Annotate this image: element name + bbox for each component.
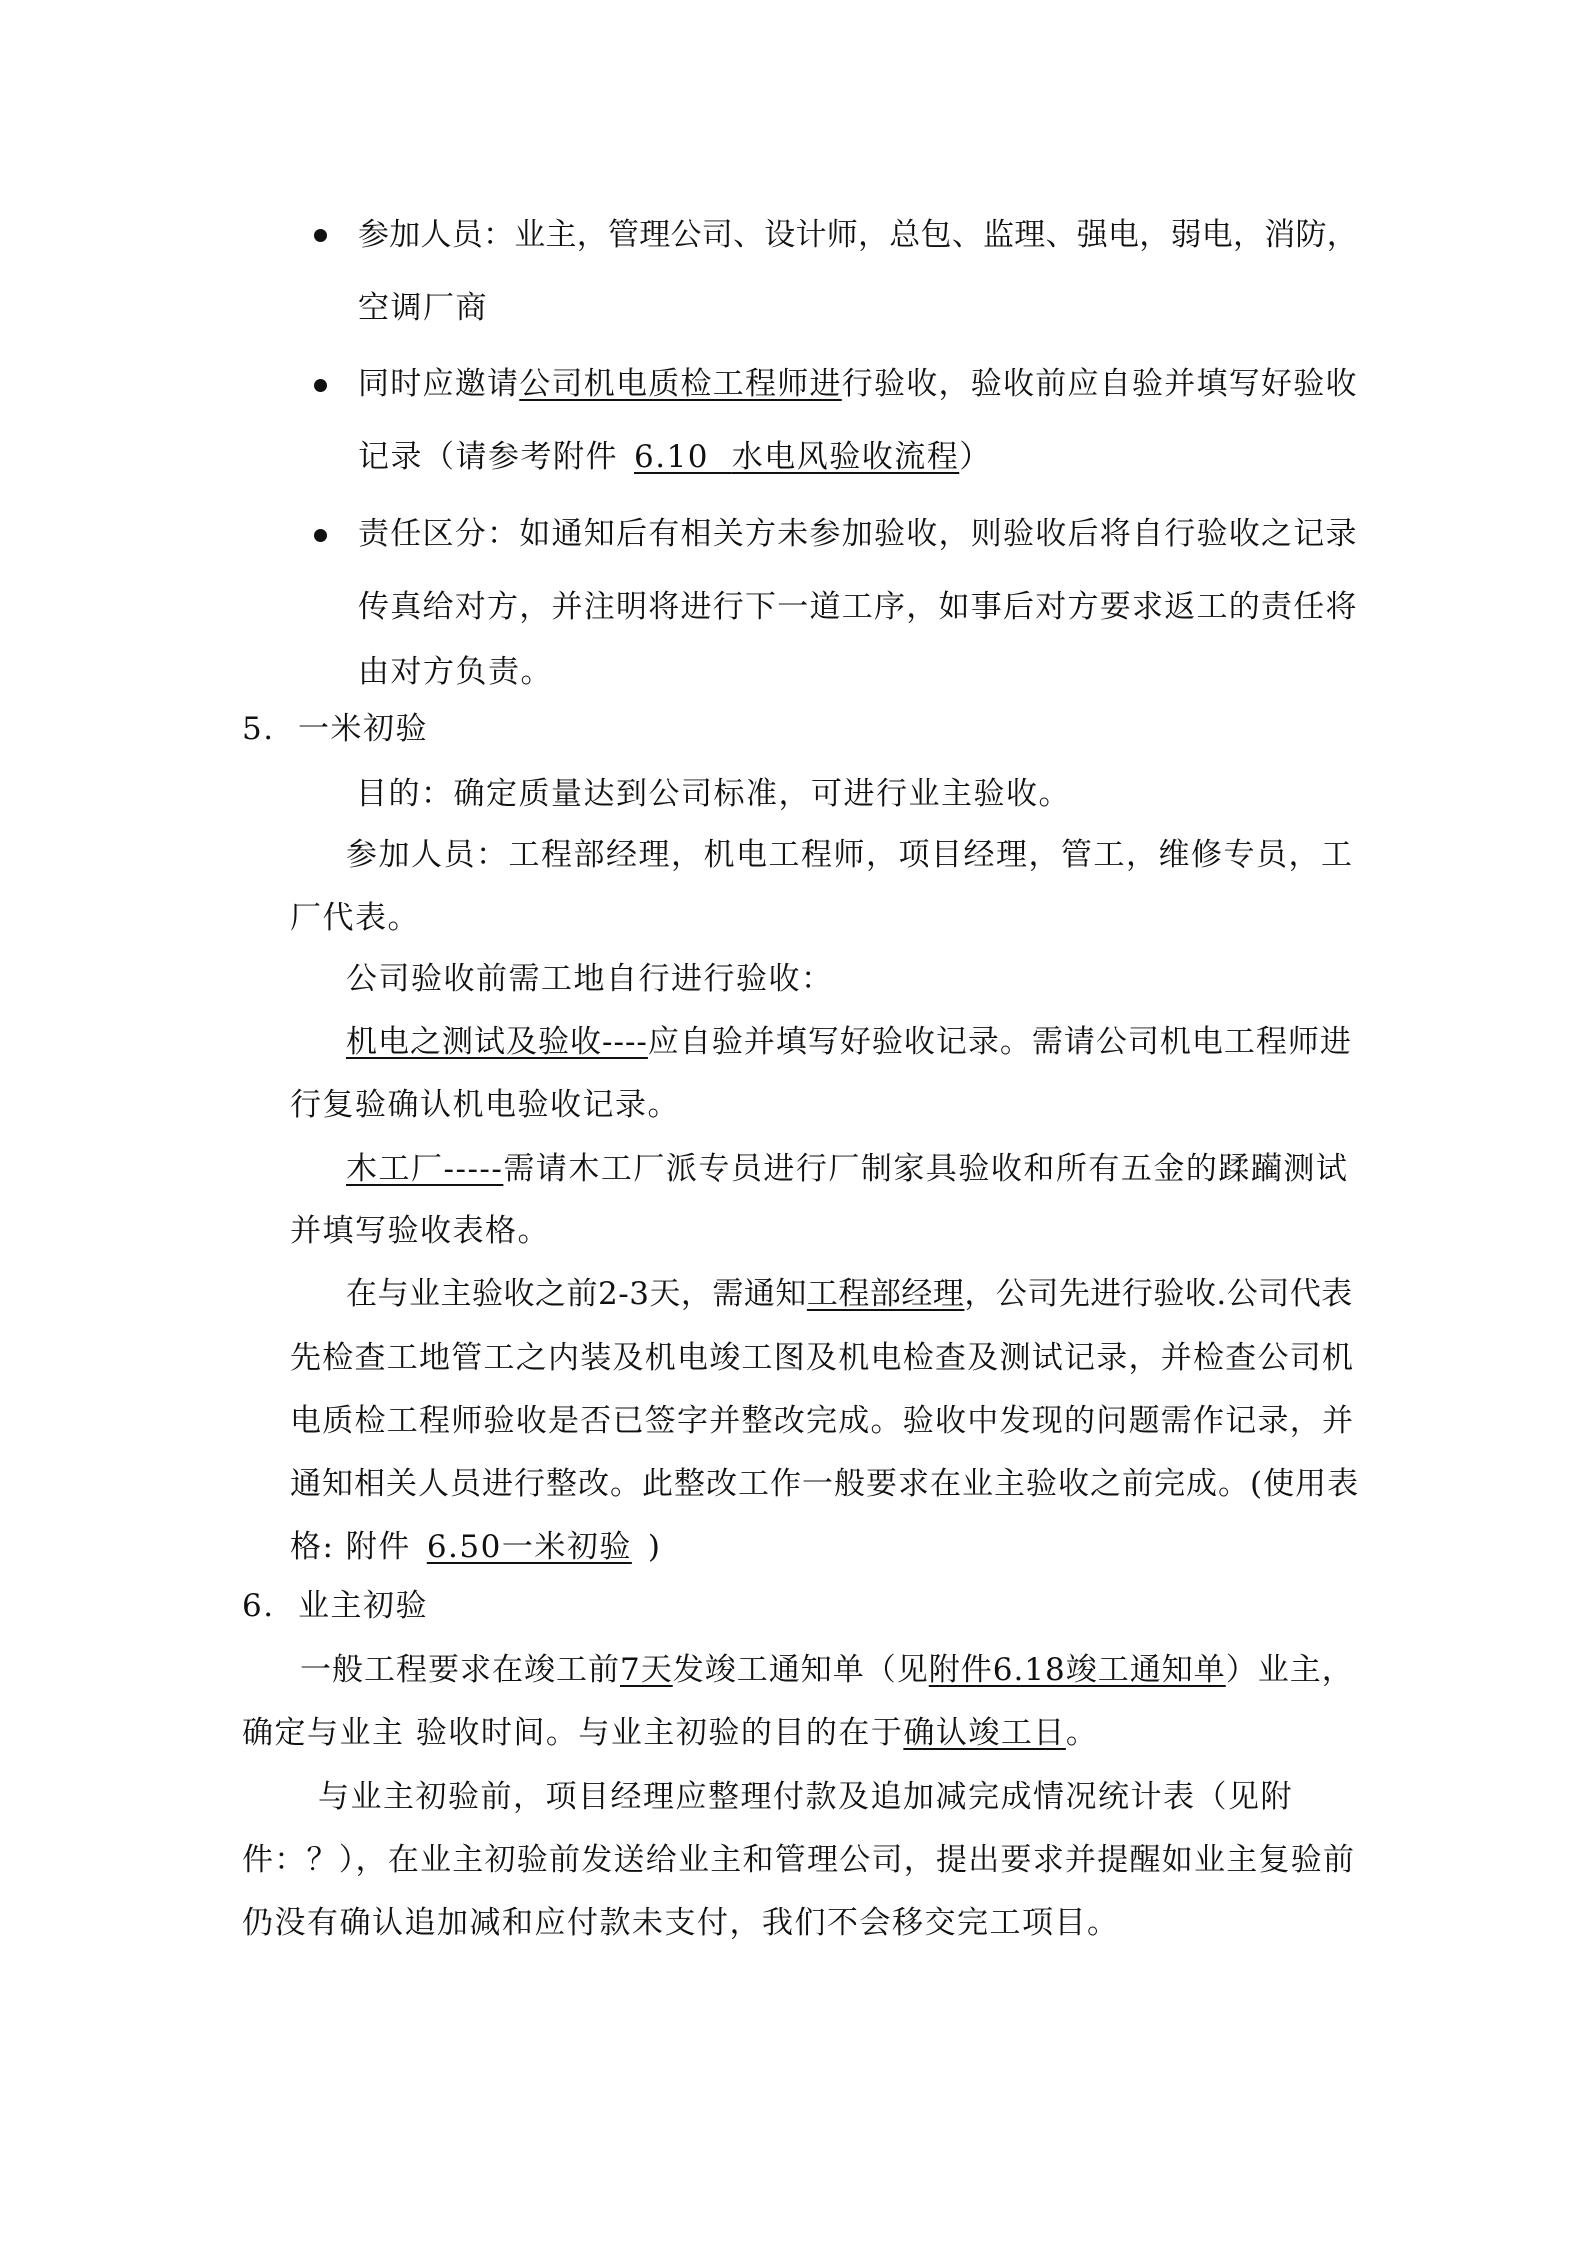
section-6-number: 6.	[242, 1588, 275, 1624]
before-line-4: 通知相关人员进行整改。此整改工作一般要求在业主验收之前完成。(使用表	[290, 1466, 1360, 1502]
section-5-number: 5.	[242, 711, 275, 747]
section-5-title: 一米初验	[298, 711, 428, 747]
completion-date-ref: 确认竣工日	[903, 1715, 1066, 1751]
wood-text-1: 需请木工厂派专员进行厂制家具验收和所有五金的蹂躏测试	[503, 1151, 1349, 1187]
invite-text-b2: ）	[959, 439, 992, 475]
p1-text-b2: 。	[1065, 1715, 1099, 1751]
before-line-3: 电质检工程师验收是否已签字并整改完成。验收中发现的问题需作记录，并	[290, 1403, 1355, 1439]
wood-line-2: 并填写验收表格。	[290, 1213, 550, 1249]
seven-days-ref: 7天	[620, 1652, 673, 1688]
before-text-l5b: )	[647, 1529, 662, 1565]
responsibility-line-1: 责任区分：如通知后有相关方未参加验收，则验收后将自行验收之记录	[358, 516, 1358, 552]
mep-line-1	[346, 1022, 1352, 1062]
section-5-purpose: 目的：确定质量达到公司标准，可进行业主验收。	[356, 776, 1071, 812]
responsibility-line-3: 由对方负责。	[358, 654, 553, 690]
before-line-2: 先检查工地管工之内装及机电竣工图及机电检查及测试记录，并检查公司机	[290, 1340, 1355, 1376]
mep-heading: 机电之测试及验收----	[346, 1024, 648, 1060]
wood-line-1	[346, 1149, 1348, 1189]
section-6-title: 业主初验	[298, 1588, 428, 1624]
p1-text-a3: ）业主，	[1225, 1652, 1354, 1688]
p1-text-b1: 确定与业主 验收时间。与业主初验的目的在于	[242, 1715, 904, 1751]
invite-text-b1: 记录（请参考附件	[358, 439, 618, 475]
before-line-1	[346, 1274, 1353, 1314]
invite-underlined-engineer: 公司机电质检工程师进	[519, 366, 842, 402]
section-6-p2-line-2: 件：？），在业主初验前发送给业主和管理公司，提出要求并提醒如业主复验前	[242, 1842, 1356, 1878]
before-text-a1: 在与业主验收之前2-3天，需通知	[346, 1276, 807, 1312]
attachment-ref-6-50: 6.50一米初验	[426, 1529, 632, 1565]
bullet-dot	[314, 379, 327, 392]
section-6-p1-line-2	[242, 1713, 1098, 1753]
mep-text-1: 应自验并填写好验收记录。需请公司机电工程师进	[647, 1024, 1352, 1060]
before-line-5	[290, 1527, 661, 1567]
attendees-line-2: 空调厂商	[358, 290, 488, 326]
section-6-p2-line-3: 仍没有确认追加减和应付款未支付，我们不会移交完工项目。	[242, 1905, 1120, 1941]
invite-text-a2: 行验收，验收前应自验并填写好验收	[841, 366, 1358, 402]
p1-text-a1: 一般工程要求在竣工前	[300, 1652, 620, 1688]
section-5-participants-2: 厂代表。	[290, 900, 420, 936]
responsibility-line-2: 传真给对方，并注明将进行下一道工序，如事后对方要求返工的责任将	[358, 589, 1358, 625]
attachment-ref-6-10: 6.10	[634, 439, 710, 475]
section-5-participants-1: 参加人员：工程部经理，机电工程师，项目经理，管工，维修专员，工	[346, 837, 1354, 873]
attachment-ref-6-18: 附件6.18竣工通知单	[928, 1652, 1226, 1688]
engineering-manager-ref: 工程部经理	[806, 1276, 965, 1312]
before-text-a2: ，公司先进行验收.公司代表	[964, 1276, 1353, 1312]
attachment-ref-6-10-title: 水电风验收流程	[731, 439, 960, 475]
bullet-dot	[314, 529, 327, 542]
invite-line-2	[358, 437, 992, 477]
attendees-line-1: 参加人员：业主，管理公司、设计师，总包、监理、强电，弱电，消防，	[358, 217, 1358, 253]
invite-line-1	[358, 364, 1358, 404]
p1-text-a2: 发竣工通知单（见	[672, 1652, 929, 1688]
section-5-self-check: 公司验收前需工地自行进行验收：	[346, 961, 834, 997]
before-text-l5a: 格: 附件	[290, 1529, 411, 1565]
section-6-p2-line-1: 与业主初验前，项目经理应整理付款及追加减完成情况统计表（见附	[318, 1779, 1293, 1815]
mep-line-2: 行复验确认机电验收记录。	[290, 1087, 680, 1123]
invite-text-a1: 同时应邀请	[358, 366, 520, 402]
section-6-p1-line-1	[300, 1650, 1354, 1690]
bullet-dot	[314, 229, 327, 242]
wood-heading: 木工厂-----	[346, 1151, 504, 1187]
